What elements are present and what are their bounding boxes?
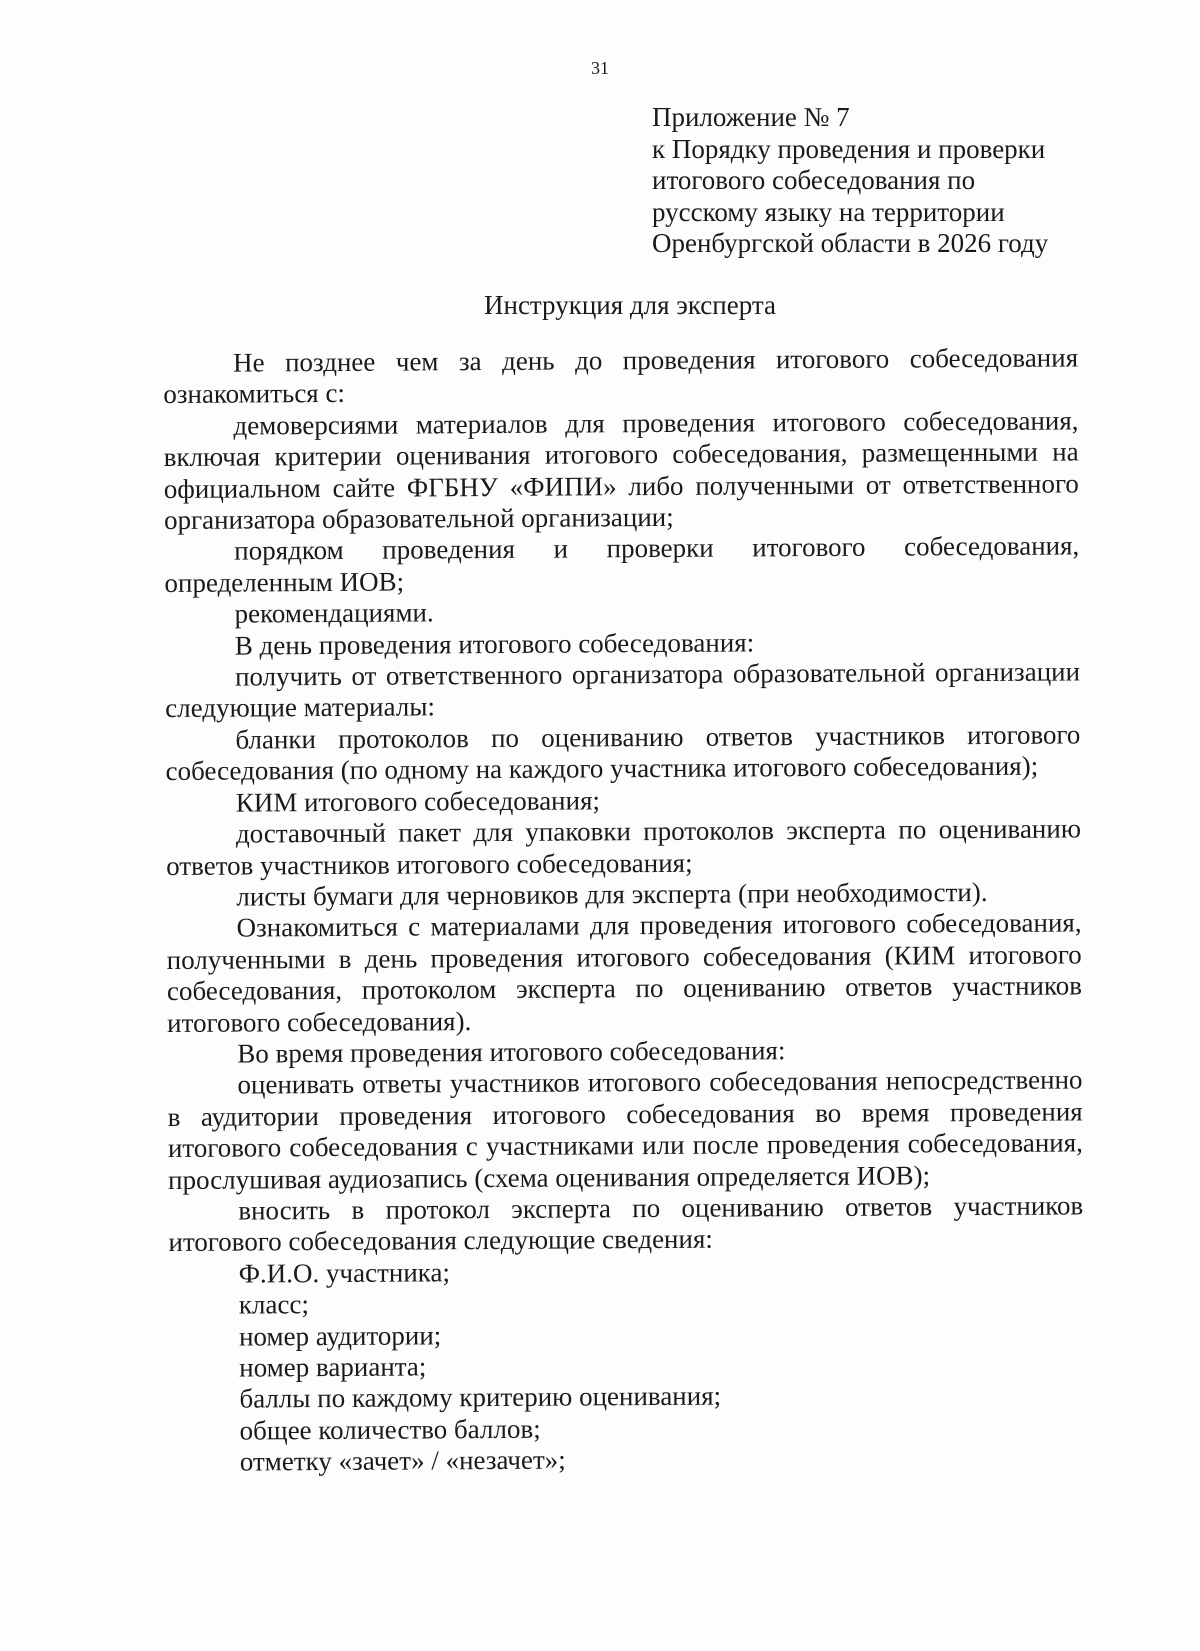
- appendix-line: русскому языку на территории: [652, 196, 1005, 227]
- paragraph: Ознакомиться с материалами для проведения итогового собеседования, полученными в день проведения итогового собеседования (КИМ итогового собеседования, протоколом эксперта по оцениванию ответов участников итогового собеседования).: [166, 907, 1083, 1038]
- paragraph: бланки протоколов по оцениванию ответов участников итогового собеседования (по одному на каждого участника итогового собеседования);: [165, 719, 1081, 787]
- list-item: Ф.И.О. участника;: [238, 1257, 451, 1289]
- paragraph: получить от ответственного организатора образовательной организации следующие материалы:: [165, 656, 1081, 724]
- paragraph: демоверсиями материалов для проведения итогового собеседования, включая критерии оценивания итогового собеседования, размещенными на официальном сайте ФГБНУ «ФИПИ» либо полученными от ответственного организатора образовательной организации;: [163, 405, 1079, 536]
- list-item: номер аудитории;: [238, 1319, 442, 1352]
- paragraph: Во время проведения итогового собеседования:: [237, 1035, 786, 1069]
- paragraph: оценивать ответы участников итогового собеседования непосредственно в аудитории проведения итогового собеседования во время проведения итогового собеседования с участниками или после проведения собеседования, прослушивая аудиозапись (схема оценивания определяется ИОВ);: [167, 1064, 1083, 1195]
- list-item: класс;: [238, 1289, 309, 1320]
- list-item: номер варианта;: [239, 1351, 427, 1383]
- list-item: общее количество баллов;: [239, 1413, 541, 1446]
- paragraph: В день проведения итогового собеседования:: [234, 627, 755, 661]
- paragraph: КИМ итогового собеседования;: [235, 785, 601, 818]
- list-item: баллы по каждому критерию оценивания;: [239, 1381, 722, 1414]
- paragraph: доставочный пакет для упаковки протоколов эксперта по оцениванию ответов участников итогового собеседования;: [166, 813, 1082, 881]
- appendix-line: итогового собеседования по: [652, 165, 976, 195]
- appendix-header: [652, 102, 1132, 260]
- paragraph: Не позднее чем за день до проведения итогового собеседования ознакомиться с:: [163, 342, 1079, 410]
- paragraph: листы бумаги для черновиков для эксперта (при необходимости).: [236, 876, 988, 912]
- document-body: [163, 342, 1085, 1478]
- paragraph: рекомендациями.: [234, 597, 434, 629]
- appendix-line: к Порядку проведения и проверки: [652, 133, 1046, 164]
- list-item: отметку «зачет» / «незачет»;: [239, 1444, 566, 1477]
- paragraph: порядком проведения и проверки итогового собеседования, определенным ИОВ;: [164, 530, 1080, 598]
- appendix-line: Оренбургской области в 2026 году: [652, 228, 1049, 258]
- paragraph: вносить в протокол эксперта по оцениванию ответов участников итогового собеседования следующие сведения:: [168, 1190, 1084, 1258]
- page-number: 31: [591, 58, 609, 78]
- document-title: Инструкция для эксперта: [484, 290, 776, 320]
- appendix-line: Приложение № 7: [652, 102, 850, 132]
